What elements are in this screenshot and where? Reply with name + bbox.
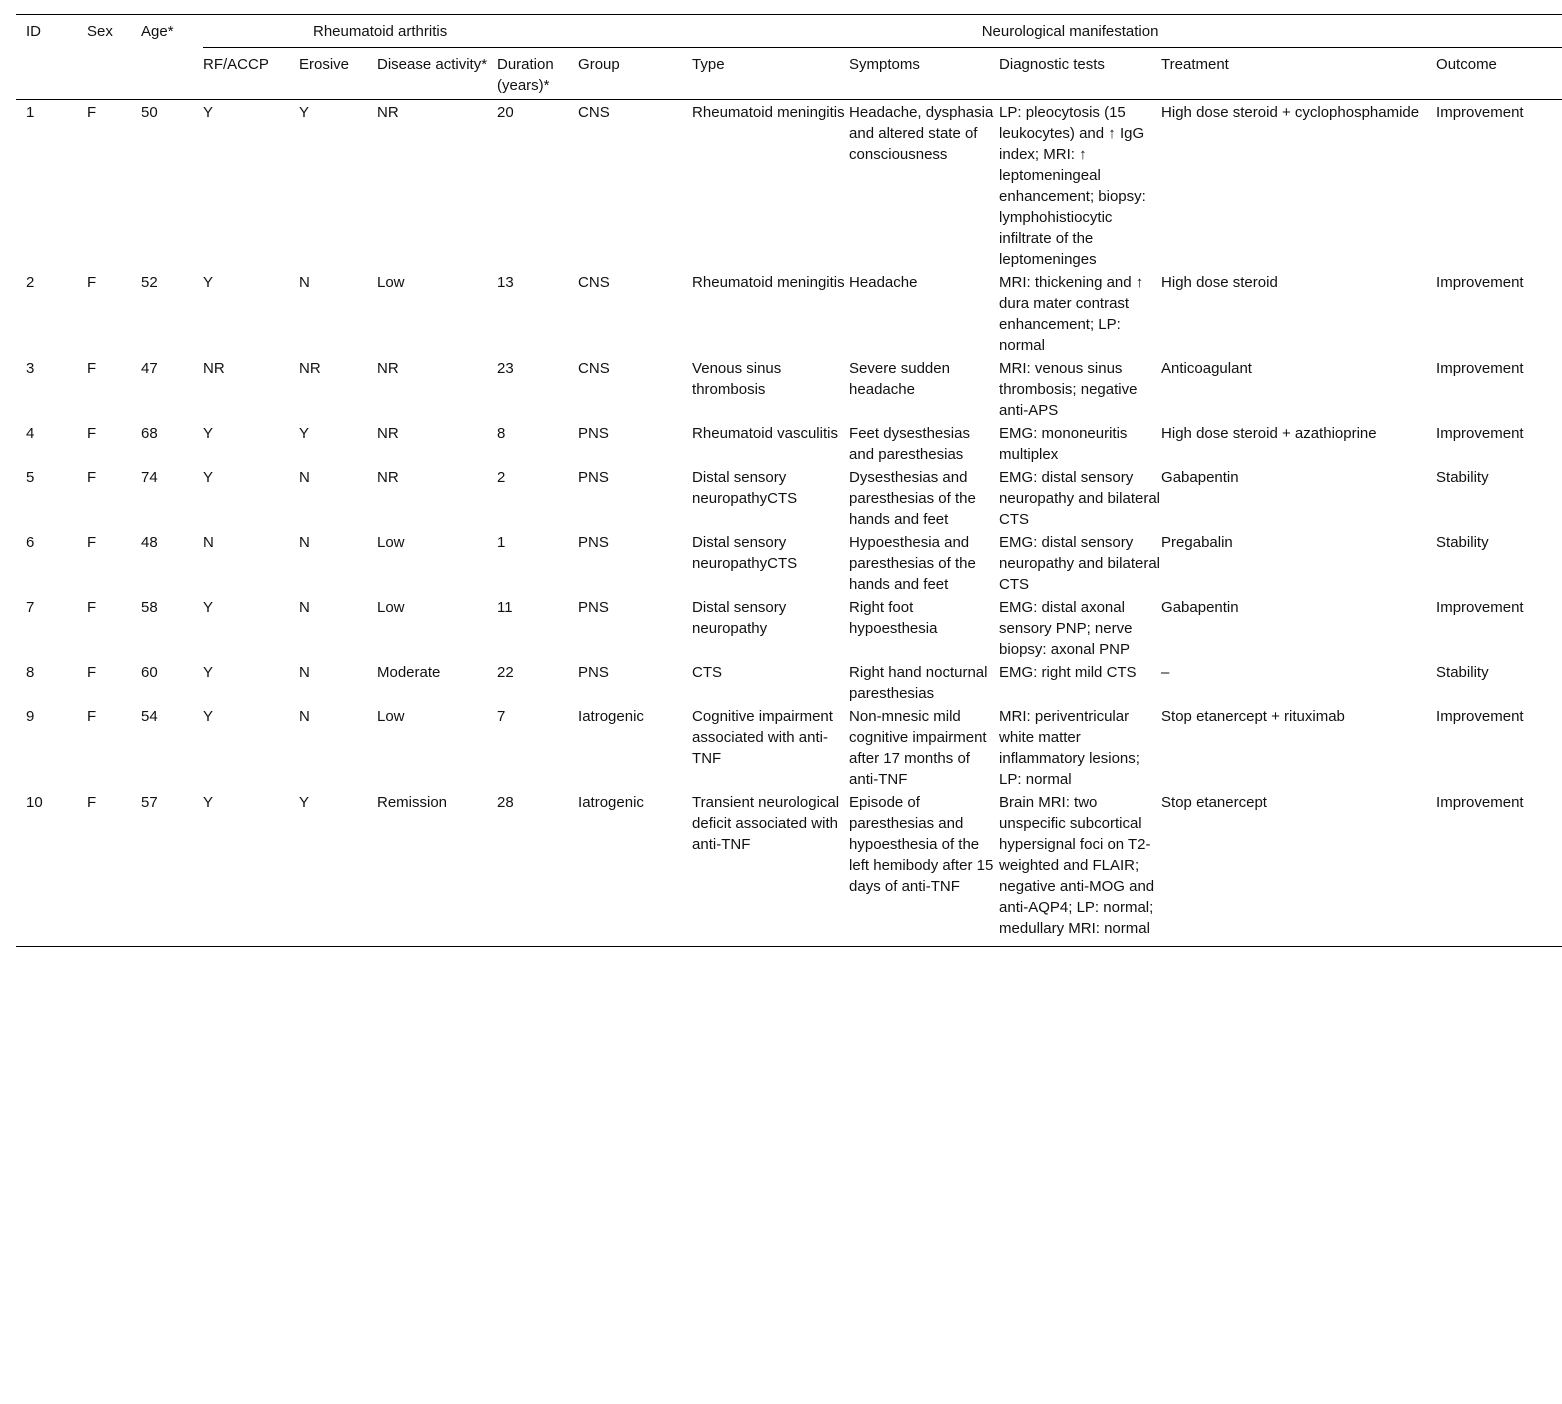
cell-outcome: Stability [1436,534,1489,551]
header-sex: Sex [87,15,141,100]
cell-erosive: N [299,469,310,486]
table-row [16,704,1562,790]
cell-outcome: Improvement [1436,104,1524,121]
cell-id: 8 [26,664,35,681]
cell-diagnostic-tests: EMG: distal sensory neuropathy and bilateral CTS [999,534,1160,593]
cell-symptoms: Dysesthesias and paresthesias of the hands and feet [849,469,976,528]
header-type: Type [692,48,849,100]
header-rheumatoid-arthritis: Rheumatoid arthritis [203,15,578,48]
cell-sex: F [87,708,97,725]
cell-group: PNS [578,664,609,681]
cell-treatment: Gabapentin [1161,599,1239,616]
table-body [16,100,1562,947]
cell-sex: F [87,599,97,616]
cell-duration: 22 [497,664,514,681]
cell-rf-accp: Y [203,274,214,291]
cell-symptoms: Feet dysesthesias and paresthesias [849,425,970,463]
cell-erosive: N [299,599,310,616]
cell-rf-accp: Y [203,790,299,947]
cell-erosive: Y [299,104,310,121]
cell-id: 1 [26,104,35,121]
cell-group: PNS [578,425,609,442]
header-age: Age* [141,15,203,100]
cell-outcome: Improvement [1436,599,1524,616]
cell-treatment: High dose steroid [1161,274,1278,291]
cell-diagnostic-tests: MRI: venous sinus thrombosis; negative anti-APS [999,360,1138,419]
header-duration: Duration (years)* [497,48,578,100]
cell-type: CTS [692,664,723,681]
header-diagnostic-tests: Diagnostic tests [999,48,1161,100]
cell-outcome: Improvement [1436,360,1524,377]
cell-symptoms: Right foot hypoesthesia [849,599,938,637]
cell-diagnostic-tests: MRI: thickening and ↑ dura mater contrast enhancement; LP: normal [999,274,1144,354]
cell-group: PNS [578,534,609,551]
cell-id: 5 [26,469,35,486]
cell-erosive: N [299,274,310,291]
cell-disease-activity: NR [377,469,399,486]
cell-diagnostic-tests: EMG: distal axonal sensory PNP; nerve biopsy: axonal PNP [999,599,1133,658]
cell-sex: F [87,274,97,291]
cell-treatment: Stop etanercept [1161,790,1436,947]
cell-id: 2 [26,274,35,291]
table-row [16,465,1562,530]
header-erosive: Erosive [299,48,377,100]
cell-group: PNS [578,599,609,616]
cell-outcome: Improvement [1436,274,1524,291]
header-id: ID [16,15,87,100]
cell-diagnostic-tests: EMG: mononeuritis multiplex [999,425,1128,463]
cell-id: 6 [26,534,35,551]
cell-symptoms: Headache, dysphasia and altered state of consciousness [849,104,994,163]
cell-disease-activity: Moderate [377,664,441,681]
cell-sex: F [87,469,97,486]
cell-group: Iatrogenic [578,708,644,725]
cell-duration: 23 [497,360,514,377]
cell-sex: F [87,664,97,681]
cell-erosive: N [299,534,310,551]
cell-rf-accp: Y [203,708,214,725]
cell-diagnostic-tests: Brain MRI: two unspecific subcortical hypersignal foci on T2-weighted and FLAIR; negative anti-MOG and anti-AQP4; LP: normal; medullary MRI: normal [999,790,1161,947]
cell-age: 68 [141,425,158,442]
cell-age: 54 [141,708,158,725]
cell-disease-activity: NR [377,425,399,442]
cell-sex: F [87,790,141,947]
cell-type: Rheumatoid meningitis [692,104,845,121]
cell-type: Rheumatoid vasculitis [692,425,838,442]
cell-sex: F [87,534,97,551]
cell-disease-activity: Remission [377,790,497,947]
table-row [16,270,1562,356]
cell-type: Venous sinus thrombosis [692,360,782,398]
cell-rf-accp: Y [203,599,214,616]
header-rf-accp: RF/ACCP [203,48,299,100]
cell-outcome: Improvement [1436,708,1524,725]
cell-id: 9 [26,708,35,725]
cell-group: PNS [578,469,609,486]
cell-diagnostic-tests: EMG: distal sensory neuropathy and bilateral CTS [999,469,1160,528]
cell-erosive: NR [299,360,321,377]
cell-disease-activity: Low [377,534,405,551]
cell-diagnostic-tests: EMG: right mild CTS [999,664,1137,681]
cell-duration: 13 [497,274,514,291]
cell-type: Transient neurological deficit associated with anti-TNF [692,790,849,947]
cell-age: 48 [141,534,158,551]
cell-outcome: Stability [1436,469,1489,486]
table-row [16,530,1562,595]
cell-symptoms: Right hand nocturnal paresthesias [849,664,988,702]
cell-duration: 7 [497,708,506,725]
cell-group: Iatrogenic [578,790,692,947]
cell-type: Rheumatoid meningitis [692,274,845,291]
cell-outcome: Improvement [1436,425,1524,442]
table-row [16,356,1562,421]
clinical-table [16,14,1562,947]
cell-age: 52 [141,274,158,291]
header-disease-activity: Disease activity* [377,48,497,100]
header-symptoms: Symptoms [849,48,999,100]
cell-rf-accp: Y [203,469,214,486]
cell-age: 74 [141,469,158,486]
cell-treatment: Pregabalin [1161,534,1233,551]
cell-disease-activity: Low [377,274,405,291]
cell-group: CNS [578,360,610,377]
cell-treatment: Stop etanercept + rituximab [1161,708,1345,725]
cell-disease-activity: Low [377,599,405,616]
header-group: Group [578,48,692,100]
cell-type: Distal sensory neuropathyCTS [692,469,798,507]
table-row [16,595,1562,660]
cell-type: Distal sensory neuropathy [692,599,787,637]
cell-rf-accp: N [203,534,214,551]
cell-erosive: N [299,664,310,681]
cell-rf-accp: NR [203,360,225,377]
cell-erosive: Y [299,790,377,947]
cell-age: 57 [141,790,203,947]
cell-duration: 28 [497,790,578,947]
cell-id: 4 [26,425,35,442]
cell-sex: F [87,104,97,121]
cell-rf-accp: Y [203,425,214,442]
cell-duration: 2 [497,469,506,486]
cell-erosive: Y [299,425,310,442]
cell-rf-accp: Y [203,104,214,121]
cell-sex: F [87,360,97,377]
table-row [16,421,1562,465]
cell-type: Cognitive impairment associated with anti-TNF [692,708,833,767]
header-neurological-manifestation: Neurological manifestation [578,15,1562,48]
cell-disease-activity: NR [377,104,399,121]
cell-type: Distal sensory neuropathyCTS [692,534,798,572]
cell-sex: F [87,425,97,442]
cell-symptoms: Severe sudden headache [849,360,950,398]
header-outcome: Outcome [1436,48,1562,100]
table-row [16,100,1562,271]
cell-erosive: N [299,708,310,725]
cell-rf-accp: Y [203,664,214,681]
cell-duration: 8 [497,425,506,442]
header-treatment: Treatment [1161,48,1436,100]
cell-treatment: – [1161,664,1170,681]
cell-age: 58 [141,599,158,616]
cell-duration: 1 [497,534,506,551]
cell-outcome: Improvement [1436,790,1562,947]
cell-treatment: High dose steroid + azathioprine [1161,425,1377,442]
cell-outcome: Stability [1436,664,1489,681]
cell-symptoms: Headache [849,274,918,291]
table-row [16,790,1562,947]
cell-symptoms: Episode of paresthesias and hypoesthesia of the left hemibody after 15 days of anti-TNF [849,790,999,947]
cell-age: 50 [141,104,158,121]
cell-symptoms: Hypoesthesia and paresthesias of the hands and feet [849,534,976,593]
cell-age: 47 [141,360,158,377]
table-container [16,14,1562,947]
cell-duration: 11 [497,599,513,616]
cell-diagnostic-tests: MRI: periventricular white matter inflammatory lesions; LP: normal [999,708,1140,788]
cell-id: 3 [26,360,35,377]
cell-treatment: High dose steroid + cyclophosphamide [1161,104,1420,121]
cell-treatment: Anticoagulant [1161,360,1252,377]
cell-disease-activity: NR [377,360,399,377]
cell-group: CNS [578,104,610,121]
cell-disease-activity: Low [377,708,405,725]
cell-diagnostic-tests: LP: pleocytosis (15 leukocytes) and ↑ IgG index; MRI: ↑ leptomeningeal enhancement; biopsy: lymphohistiocytic infiltrate of the leptomeninges [999,104,1146,268]
table-row [16,660,1562,704]
cell-age: 60 [141,664,158,681]
cell-id: 10 [16,790,87,947]
cell-duration: 20 [497,104,514,121]
cell-treatment: Gabapentin [1161,469,1239,486]
cell-symptoms: Non-mnesic mild cognitive impairment after 17 months of anti-TNF [849,708,987,788]
cell-id: 7 [26,599,35,616]
cell-group: CNS [578,274,610,291]
